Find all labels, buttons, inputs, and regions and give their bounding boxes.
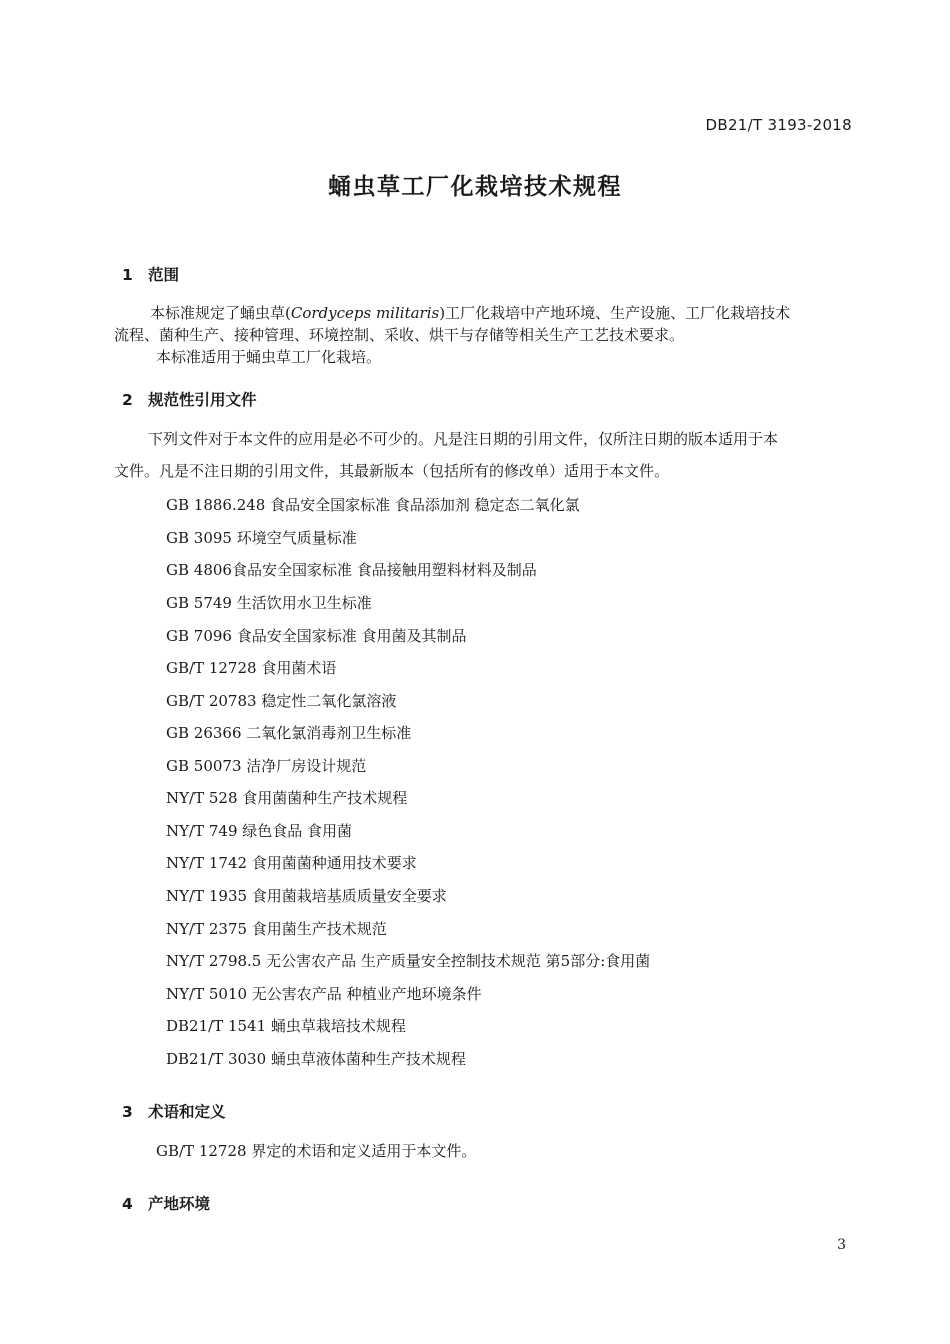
- reference-item: GB 1886.248 食品安全国家标准 食品添加剂 稳定态二氧化氯: [166, 496, 580, 514]
- section-number: 3: [122, 1103, 133, 1121]
- page-title: 蛹虫草工厂化栽培技术规程: [328, 174, 622, 200]
- references-intro-line2: 文件。凡是不注日期的引用文件，其最新版本（包括所有的修改单）适用于本文件。: [114, 462, 670, 480]
- section-title: 产地环境: [148, 1195, 211, 1213]
- reference-item: NY/T 1935 食用菌栽培基质质量安全要求: [166, 887, 447, 905]
- reference-item: GB 5749 生活饮用水卫生标准: [166, 594, 372, 612]
- reference-item: NY/T 2798.5 无公害农产品 生产质量安全控制技术规范 第5部分:食用菌: [166, 952, 651, 970]
- latin-name: Cordyceps militaris: [290, 304, 440, 322]
- section-number: 1: [122, 266, 133, 284]
- reference-item: NY/T 749 绿色食品 食用菌: [166, 822, 353, 840]
- reference-item: NY/T 5010 无公害农产品 种植业产地环境条件: [166, 985, 482, 1003]
- section-heading-1: [122, 263, 179, 285]
- reference-item: GB 3095 环境空气质量标准: [166, 529, 357, 547]
- scope-text-cont: )工厂化栽培中产地环境、生产设施、工厂化栽培技术: [439, 304, 791, 322]
- reference-item: GB/T 20783 稳定性二氧化氯溶液: [166, 692, 397, 710]
- section-number: 2: [122, 391, 133, 409]
- section-title: 术语和定义: [148, 1103, 226, 1121]
- section-heading-3: [122, 1100, 226, 1122]
- reference-item: NY/T 2375 食用菌生产技术规范: [166, 920, 387, 938]
- reference-item: GB 26366 二氧化氯消毒剂卫生标准: [166, 724, 412, 742]
- terms-paragraph: GB/T 12728 界定的术语和定义适用于本文件。: [156, 1142, 477, 1160]
- section-number: 4: [122, 1195, 133, 1213]
- references-intro-line1: 下列文件对于本文件的应用是必不可少的。凡是注日期的引用文件，仅所注日期的版本适用于本: [148, 430, 779, 448]
- reference-item: GB 50073 洁净厂房设计规范: [166, 757, 367, 775]
- reference-item: GB/T 12728 食用菌术语: [166, 659, 337, 677]
- reference-item: GB 7096 食品安全国家标准 食用菌及其制品: [166, 627, 467, 645]
- section-title: 规范性引用文件: [148, 391, 257, 409]
- page-number: 3: [837, 1237, 846, 1253]
- scope-paragraph-line2: 流程、菌种生产、接种管理、环境控制、采收、烘干与存储等相关生产工艺技术要求。: [114, 326, 685, 344]
- section-title: 范围: [148, 266, 180, 284]
- reference-item: NY/T 528 食用菌菌种生产技术规程: [166, 789, 408, 807]
- section-heading-4: [122, 1192, 210, 1214]
- reference-item: NY/T 1742 食用菌菌种通用技术要求: [166, 854, 417, 872]
- reference-item: DB21/T 1541 蛹虫草栽培技术规程: [166, 1017, 406, 1035]
- scope-paragraph-line1: [150, 303, 790, 324]
- section-heading-2: [122, 388, 257, 410]
- scope-text: 本标准规定了蛹虫草(: [150, 304, 291, 322]
- scope-applicability: 本标准适用于蛹虫草工厂化栽培。: [156, 348, 382, 366]
- document-number: DB21/T 3193-2018: [705, 116, 852, 134]
- reference-item: GB 4806食品安全国家标准 食品接触用塑料材料及制品: [166, 561, 537, 579]
- reference-item: DB21/T 3030 蛹虫草液体菌种生产技术规程: [166, 1050, 466, 1068]
